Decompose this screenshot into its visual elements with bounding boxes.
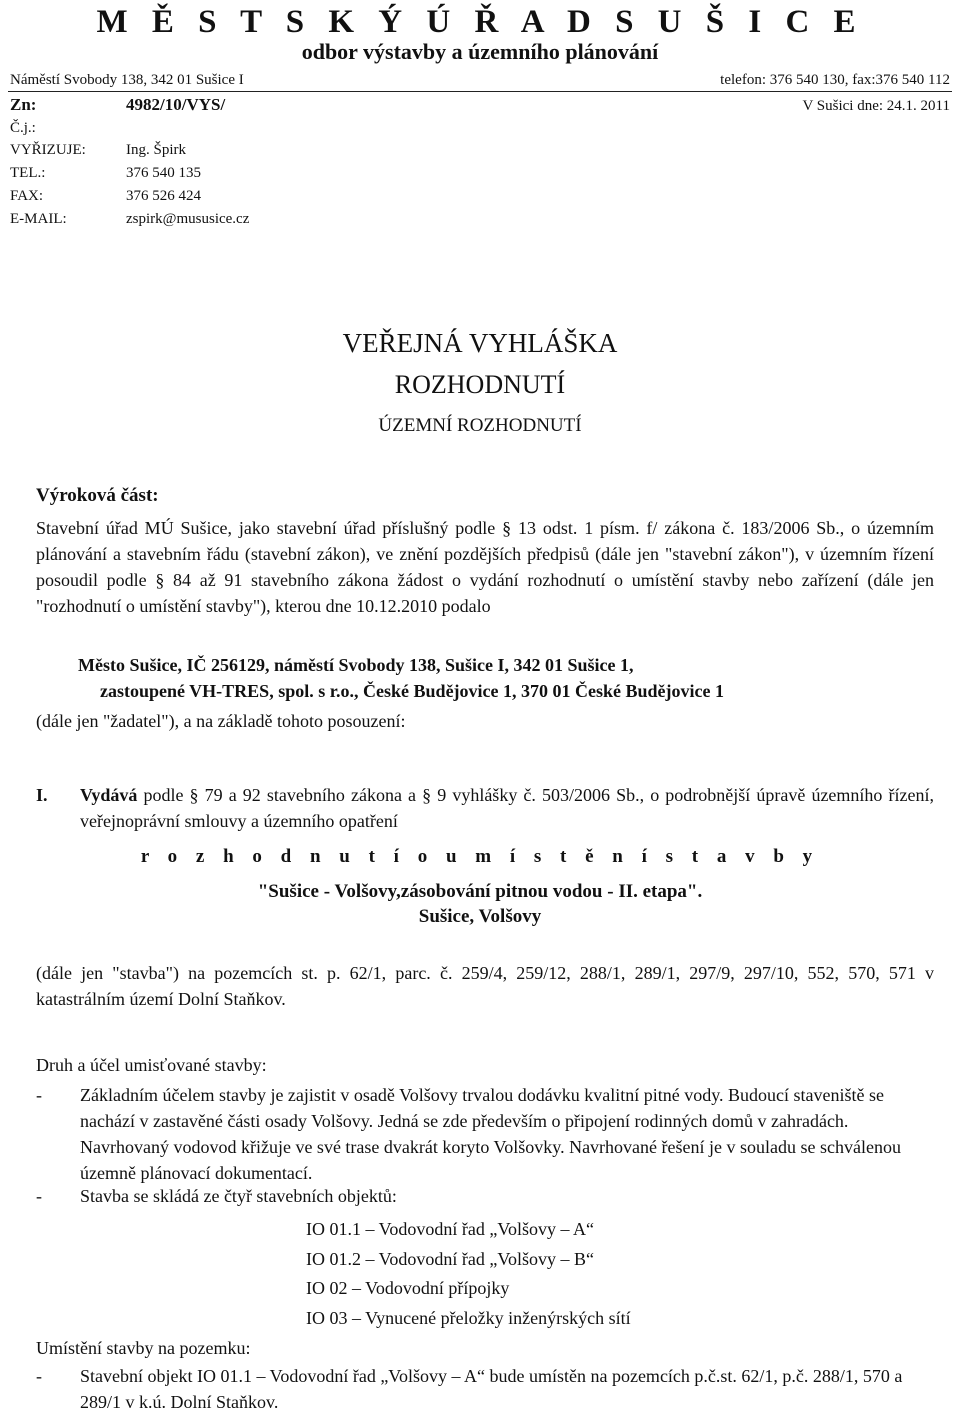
applicant-line-1: Město Sušice, IČ 256129, náměstí Svobody 138, Sušice I, 342 01 Sušice 1, (78, 655, 634, 675)
object-item: IO 02 – Vodovodní přípojky (306, 1278, 510, 1298)
object-item: IO 01.2 – Vodovodní řad „Volšovy – B“ (306, 1249, 594, 1269)
zn-value: 4982/10/VYS/ (126, 95, 226, 114)
tel-value: 376 540 135 (126, 165, 201, 181)
fax-label: FAX: (10, 188, 44, 204)
document-date: V Sušici dne: 24.1. 2011 (802, 98, 950, 114)
applicant-note: (dále jen "žadatel"), a na základě tohoto posouzení: (36, 711, 406, 731)
office-title: M Ě S T S K Ý Ú Ř A D S U Š I C E (96, 4, 864, 40)
tel-label: TEL.: (10, 165, 46, 181)
header-divider (8, 91, 952, 92)
intro-paragraph: Stavební úřad MÚ Sušice, jako stavební úřad příslušný podle § 13 odst. 1 písm. f/ zákona č. 183/2006 Sb., o územním plánování a stavebním řádu (stavební zákon), ve znění pozdějších předpisů (dále jen "stavební zákon"), v územním řízení posoudil podle § 84 až 91 stavebního zákona žádost o vydání rozhodnutí o umístění stavby nebo zařízení (dále jen "rozhodnutí o umístění stavby"), kterou dne 10.12.2010 podalo (36, 518, 934, 616)
issues-text: podle § 79 a 92 stavebního zákona a § 9 vyhlášky č. 503/2006 Sb., o podrobnější úpravě územního řízení, veřejnoprávní smlouvy a územního opatření (80, 785, 934, 831)
bullet-dash: - (36, 1085, 42, 1105)
office-address: Náměstí Svobody 138, 342 01 Sušice I (10, 72, 244, 88)
email-label: E-MAIL: (10, 211, 67, 227)
placement-bullet-1: Stavební objekt IO 01.1 – Vodovodní řad „Volšovy – A“ bude umístěn na pozemcích p.č.st. 62/1, p.č. 288/1, 570 a 289/1 v k.ú. Dolní Staňkov. (80, 1366, 903, 1412)
fax-value: 376 526 424 (126, 188, 201, 204)
vyrizuje-value: Ing. Špirk (126, 142, 186, 158)
placement-title: Umístění stavby na pozemku: (36, 1338, 251, 1358)
object-item: IO 03 – Vynucené přeložky inženýrských sítí (306, 1308, 631, 1328)
project-place: Sušice, Volšovy (418, 906, 542, 927)
project-name: "Sušice - Volšovy,zásobování pitnou vodou - II. etapa". (257, 881, 703, 902)
object-item: IO 01.1 – Vodovodní řad „Volšovy – A“ (306, 1219, 594, 1239)
purpose-bullet-2: Stavba se skládá ze čtyř stavebních objektů: (80, 1186, 397, 1206)
decision-heading: r o z h o d n u t í o u m í s t ě n í s t a v b y (140, 846, 820, 867)
office-phone: telefon: 376 540 130, fax:376 540 112 (720, 72, 950, 88)
plots-paragraph: (dále jen "stavba") na pozemcích st. p. 62/1, parc. č. 259/4, 259/12, 288/1, 289/1, 297/9, 297/10, 552, 570, 571 v katastrálním území Dolní Staňkov. (36, 963, 934, 1009)
zn-label: Zn: (10, 95, 37, 114)
purpose-bullet-1: Základním účelem stavby je zajistit v osadě Volšovy trvalou dodávku kvalitní pitné vody. Budoucí staveniště se nachází v zastavěné části osady Volšovy. Jedná se zde především o připojení rodinných domů v zahradách. Navrhovaný vodovod křižuje ve své trase dvakrát koryto Volšovky. Navrhované řešení je v souladu se schválenou územně plánovací dokumentací. (80, 1085, 901, 1183)
section-title: Výroková část: (36, 485, 159, 506)
purpose-title: Druh a účel umisťované stavby: (36, 1055, 267, 1075)
vyrizuje-label: VYŘIZUJE: (10, 142, 86, 158)
heading-public-notice: VEŘEJNÁ VYHLÁŠKA (342, 328, 618, 358)
roman-numeral: I. (36, 785, 48, 805)
heading-zoning-decision: ÚZEMNÍ ROZHODNUTÍ (378, 415, 582, 436)
heading-decision: ROZHODNUTÍ (394, 370, 566, 399)
issues-paragraph (80, 782, 934, 834)
department-subtitle: odbor výstavby a územního plánování (301, 39, 659, 64)
issues-verb: Vydává (80, 785, 138, 805)
applicant-line-2: zastoupené VH-TRES, spol. s r.o., České Budějovice 1, 370 01 České Budějovice 1 (100, 681, 725, 701)
cj-label: Č.j.: (10, 120, 36, 136)
bullet-dash: - (36, 1366, 42, 1386)
email-value: zspirk@mususice.cz (126, 211, 250, 227)
bullet-dash: - (36, 1186, 42, 1206)
